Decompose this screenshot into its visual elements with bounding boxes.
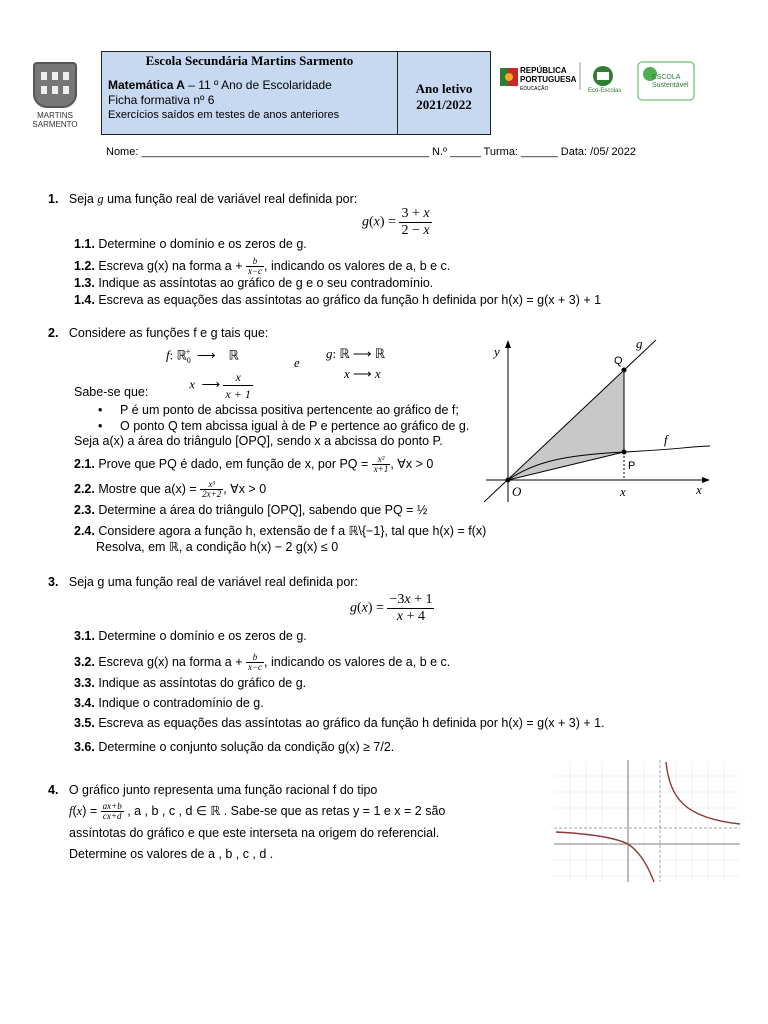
- q3-intro: 3. Seja g uma função real de variável real definida por:: [48, 575, 358, 589]
- q1-formula: g(x) = $\frac{3 + x}{2 - x}$: [362, 206, 430, 238]
- q2-graph: [484, 334, 716, 504]
- q2-g-def: g: ℝ ⟶ ℝ x ⟶ x: [326, 346, 386, 381]
- q2-item-4b: Resolva, em ℝ, a condição h(x) − 2 g(x) ≤ 0: [96, 540, 339, 554]
- q3-item-3: 3.3. Indique as assíntotas do gráfico de g.: [74, 676, 307, 690]
- q2-item-2: 2.2. Mostre que a(x) = $\frac{\text{x³}}{2x+2}$ , ∀x > 0: [74, 479, 267, 499]
- label-p: P: [628, 460, 636, 472]
- label-f: f: [664, 432, 668, 447]
- q4-graph: [554, 758, 744, 884]
- q4-line4: Determine os valores de a , b , c , d .: [69, 847, 274, 861]
- x-axis-arrow-icon: [702, 477, 710, 483]
- q3-item-1: 3.1. Determine o domínio e os zeros de g.: [74, 629, 307, 643]
- q4-line1: 4. O gráfico junto representa uma função racional f do tipo: [48, 783, 378, 797]
- q3-item-4: 3.4. Indique o contradomínio de g.: [74, 696, 264, 710]
- y-axis-arrow-icon: [505, 340, 511, 348]
- q3-item-6: 3.6. Determine o conjunto solução da condição g(x) ≥ 7/2.: [74, 740, 395, 754]
- school-logo: [26, 62, 84, 132]
- q1-item-3: 1.3. Indique as assíntotas ao gráfico de g e o seu contradomínio.: [74, 276, 434, 290]
- q2-bullets: [120, 402, 469, 434]
- partner-logos: [500, 60, 700, 104]
- school-name: Escola Secundária Martins Sarmento: [145, 53, 354, 68]
- q4-line2: f(x) = $\frac{ax+b}{cx+d}$ , a , b , c , d ∈ ℝ . Sabe-se que as retas y = 1 e x = 2 são: [69, 801, 446, 821]
- q2-item-1: 2.1. Prove que PQ é dado, em função de x, por PQ = $\frac{\text{x²}}{x+1}$ , ∀x > 0: [74, 454, 434, 474]
- q1-item-1: 1.1. Determine o domínio e os zeros de g.: [74, 237, 307, 251]
- republic-text: REPÚBLICA PORTUGUESA: [520, 66, 577, 84]
- q2-area: Seja a(x) a área do triângulo [OPQ], sendo x a abcissa do ponto P.: [74, 434, 443, 448]
- sheet-subtitle: Exercícios saídos em testes de anos anteriores: [108, 109, 340, 121]
- q2-e: e: [294, 355, 300, 370]
- label-xval: x: [620, 484, 626, 499]
- q4-curve-left: [556, 832, 654, 882]
- subject-line: Matemática A – 11 º Ano de Escolaridade: [108, 78, 332, 92]
- q2-item-4: 2.4. Considere agora a função h, extensão de f a ℝ\{−1}, tal que h(x) = f(x): [74, 524, 487, 538]
- year-value: 2021/2022: [416, 97, 472, 112]
- eco-text: Eco-Escolas: [588, 88, 622, 94]
- label-q: Q: [614, 355, 623, 367]
- q2-bullet-1: • P é um ponto de abcissa positiva pertencente ao gráfico de f;: [120, 402, 469, 418]
- republic-sub: EDUCAÇÃO: [520, 86, 549, 92]
- label-o: O: [512, 484, 522, 499]
- label-x: x: [696, 482, 702, 497]
- q4-line3: assíntotas do gráfico e que este interseta na origem do referencial.: [69, 826, 440, 840]
- label-y: y: [494, 344, 500, 359]
- q2-intro: 2. Considere as funções f e g tais que:: [48, 326, 269, 340]
- header-box: [101, 51, 491, 135]
- q4-grid: [554, 762, 740, 880]
- q1-intro: 1. Seja g uma função real de variável real definida por:: [48, 192, 358, 206]
- point-p: [622, 450, 627, 455]
- escola-sust-text: ESCOLA Sustentável: [652, 74, 689, 89]
- q2-f-def: f: ℝ$_0$+ ⟶ ℝ x ⟶ $\frac{x}{x + 1}$: [166, 347, 251, 401]
- q1-item-4: 1.4. Escreva as equações das assíntotas ao gráfico da função h definida por h(x) = g(x + 3) + 1: [74, 293, 602, 307]
- q2-bullet-2: • O ponto Q tem abcissa igual à de P e pertence ao gráfico de g.: [120, 418, 469, 434]
- label-g: g: [636, 336, 643, 351]
- graph-g: [484, 340, 656, 502]
- point-q: [622, 368, 627, 373]
- q1-item-2: 1.2. Escreva g(x) na forma a + $\frac{b}{x-c}$ , indicando os valores de a, b e c.: [74, 256, 451, 276]
- logo-text: MARTINS SARMENTO: [32, 111, 78, 129]
- point-o: [506, 478, 511, 483]
- q4-curve-right: [666, 762, 740, 824]
- student-line: Nome: _______________________________________________ N.º _____ Turma: ______ Data: /05/ 2022: [106, 146, 637, 158]
- sheet-title: Ficha formativa nº 6: [108, 93, 215, 107]
- q3-item-5: 3.5. Escreva as equações das assíntotas ao gráfico da função h definida por h(x) = g(x + 3) + 1.: [74, 716, 605, 730]
- year-label: Ano letivo: [415, 81, 473, 96]
- q2-sabe: Sabe-se que:: [74, 385, 149, 399]
- crest-icon: [33, 62, 77, 108]
- q3-formula: g(x) = $\frac{-3x + 1}{x + 4}$: [350, 592, 433, 624]
- q2-item-3: 2.3. Determine a área do triângulo [OPQ], sabendo que PQ = ½: [74, 503, 428, 517]
- q3-item-2: 3.2. Escreva g(x) na forma a + $\frac{b}{x-c}$ , indicando os valores de a, b e c.: [74, 652, 451, 672]
